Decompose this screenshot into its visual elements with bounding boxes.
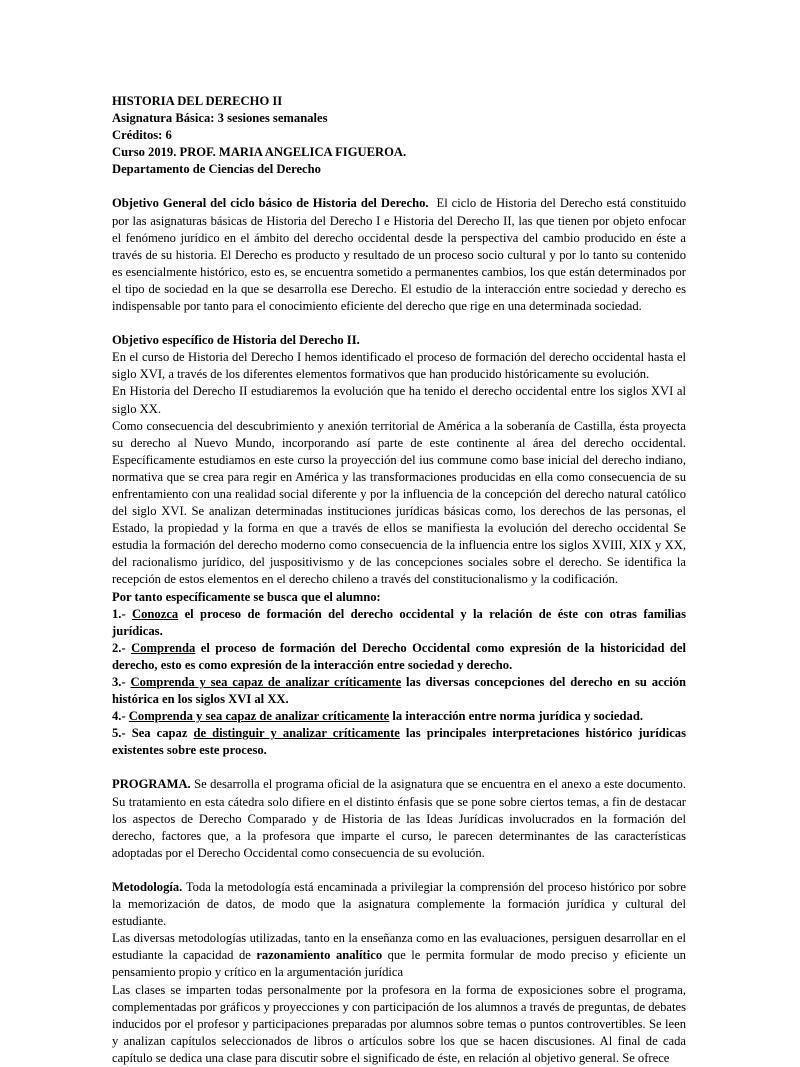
metodologia-p3: Las clases se imparten todas personalmente por la profesora en la forma de exposiciones sobre el programa, complementadas por gráficos y proyecciones y con participación de los alumnos a través de preguntas, de debates inducidos por el profesor y participaciones preparadas por alumnos sobre temas o puntos controvertibles. Se leen y analizan capítulos seleccionados de libros o artículos sobre los que se hacen discusiones. Al final de cada capítulo se dedica una clase para discutir sobre el significado de éste, en relación al objetivo general. Se ofrece bbox=[112, 982, 686, 1065]
course-credits: Créditos: 6 bbox=[112, 128, 172, 143]
objetivo-especifico-p2: En Historia del Derecho II estudiaremos la evolución que ha tenido el derecho occidental entre los siglos XVI al siglo XX. bbox=[112, 384, 686, 416]
objective-item-4: 4.- Comprenda y sea capaz de analizar críticamente la interacción entre norma jurídica y sociedad. bbox=[112, 709, 643, 724]
programa-heading: PROGRAMA. bbox=[112, 777, 191, 792]
metodologia-paragraph bbox=[112, 879, 686, 930]
metodologia-text: Toda la metodología está encaminada a privilegiar la comprensión del proceso histórico por sobre la memorización de datos, de modo que la asignatura complemente la formación jurídica y cultural del estudiante. bbox=[112, 879, 687, 929]
metodologia-heading: Metodología. bbox=[112, 879, 183, 894]
objective-verb: Comprenda y sea capaz de analizar críticamente bbox=[130, 675, 402, 689]
course-department: Departamento de Ciencias del Derecho bbox=[112, 162, 321, 177]
objetivo-general-paragraph bbox=[112, 195, 686, 315]
objetivo-especifico-p3: Como consecuencia del descubrimiento y anexión territorial de América a la soberanía de Castilla, ésta proyecta su derecho al Nuevo Mundo, incorporando así parte de este continente al área del derecho occidental. Específicamente estudiamos en este curso la proyección del ius commune como base inicial del derecho indiano, normativa que se crea para regir en América y las transformaciones producidas en ella como consecuencia de su enfrentamiento con una realidad social diferente y por la influencia de la concepción del derecho natural católico del siglo XVI. Se analizan determinadas instituciones jurídicas básicas como, los derechos de las personas, el Estado, la propiedad y la forma en que a través de ellos se manifiesta la evolución del derecho occidental Se estudia la formación del derecho moderno como consecuencia de la influencia entre los siglos XVIII, XIX y XX, del racionalismo jurídico, del juspositivismo y de las concepciones sociales sobre el derecho. Se identifica la recepción de estos elementos en el derecho chileno a través del constitucionalismo y la codificación. bbox=[112, 418, 686, 587]
programa-paragraph bbox=[112, 776, 686, 861]
objetivo-especifico-p1: En el curso de Historia del Derecho I hemos identificado el proceso de formación del derecho occidental hasta el siglo XVI, a través de los diferentes elementos formativos que han producido históricamente su evolución. bbox=[112, 350, 686, 382]
objectives-lead: Por tanto específicamente se busca que el alumno: bbox=[112, 589, 381, 604]
objective-verb: Conozca bbox=[132, 606, 179, 621]
objective-item-2: 2.- Comprenda el proceso de formación del Derecho Occidental como expresión de la historicidad del derecho, esto es como expresión de la interacción entre sociedad y derecho. bbox=[112, 640, 686, 672]
objetivo-general-text: El ciclo de Historia del Derecho está constituido por las asignaturas básicas de Historia del Derecho I e Historia del Derecho II, las que tienen por objeto enfocar el fenómeno jurídico en el ámbito del derecho occidental desde la perspectiva del cambio producido en éste a través de su historia. El Derecho es producto y resultado de un proceso socio cultural y por lo tanto su contenido es esencialmente histórico, esto es, se encuentra sometido a permanentes cambios, los que están determinados por el tipo de sociedad en la que se desarrolla ese Derecho. El estudio de la interacción entre sociedad y derecho es indispensable por tanto para el conocimiento eficiente del derecho que rige en una determinada sociedad. bbox=[112, 196, 686, 314]
objective-item-1: 1.- Conozca el proceso de formación del derecho occidental y la relación de éste con otras familias jurídicas. bbox=[112, 606, 686, 638]
objective-verb: Comprenda bbox=[131, 640, 196, 655]
metodologia-p2: Las diversas metodologías utilizadas, tanto en la enseñanza como en las evaluaciones, persiguen desarrollar en el estudiante la capacidad de razonamiento analítico que le permita formular de modo preciso y eficiente un pensamiento propio y crítico en la argumentación jurídica bbox=[112, 931, 686, 980]
objetivo-general-heading: Objetivo General del ciclo básico de Historia del Derecho. bbox=[112, 196, 429, 211]
objective-verb: Comprenda y sea capaz de analizar críticamente bbox=[128, 709, 390, 724]
objective-item-3: 3.- Comprenda y sea capaz de analizar críticamente las diversas concepciones del derecho en su acción histórica en los siglos XVI al XX. bbox=[112, 675, 686, 707]
course-sessions: Asignatura Básica: 3 sesiones semanales bbox=[112, 111, 328, 126]
objective-item-5: 5.- Sea capaz de distinguir y analizar críticamente las principales interpretaciones histórico jurídicas existentes sobre este proceso. bbox=[112, 726, 686, 758]
course-title: HISTORIA DEL DERECHO II bbox=[112, 94, 283, 108]
objective-verb: de distinguir y analizar críticamente bbox=[193, 726, 400, 741]
programa-text: Se desarrolla el programa oficial de la asignatura que se encuentra en el anexo a este documento. Su tratamiento en esta cátedra solo difiere en el distinto énfasis que se pone sobre ciertos temas, a fin de destacar los aspectos de Derecho Comparado y de Historia de las Ideas Jurídicas involucrados en la formación del derecho, factores que, a la profesora que imparte el curso, le parecen determinantes de las características adoptadas por el Derecho Occidental como consecuencia de su evolución. bbox=[112, 777, 686, 860]
course-professor: Curso 2019. PROF. MARIA ANGELICA FIGUEROA. bbox=[112, 145, 407, 160]
course-header bbox=[112, 93, 686, 178]
objetivo-especifico-heading: Objetivo específico de Historia del Derecho II. bbox=[112, 333, 360, 348]
razonamiento-analitico: razonamiento analítico bbox=[256, 948, 383, 963]
